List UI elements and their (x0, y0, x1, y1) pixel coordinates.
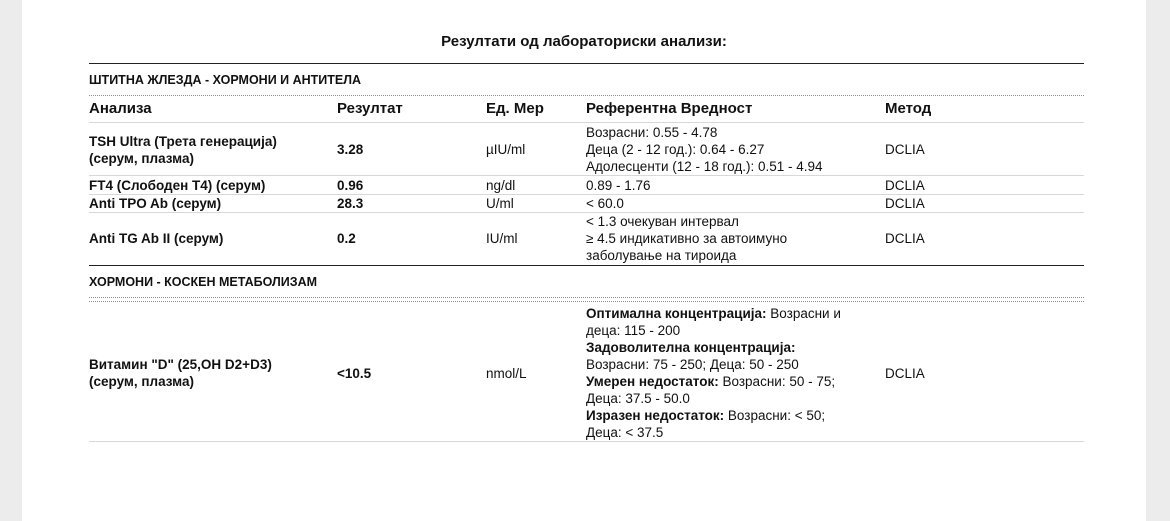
reference-line (586, 407, 886, 424)
reference-value: < 60.0 (586, 196, 624, 211)
reference-key: Оптимална концентрација: (586, 306, 767, 321)
unit-value: U/ml (486, 196, 514, 211)
method-value: DCLIA (885, 196, 925, 211)
section-title-bone: ХОРМОНИ - КОСКЕН МЕТАБОЛИЗАМ (89, 275, 318, 289)
section-top-rule (89, 265, 1084, 266)
method-value: DCLIA (885, 178, 925, 193)
reference-line (586, 356, 886, 373)
analysis-name: Anti TG Ab II (серум) (89, 231, 224, 246)
row-divider (89, 441, 1084, 442)
unit-value: IU/ml (486, 231, 518, 246)
reference-line: заболување на тироида (586, 248, 737, 263)
section-dotted-rule (89, 301, 1084, 302)
reference-line (586, 322, 886, 339)
reference-value (586, 213, 886, 264)
section-dotted-rule (89, 95, 1084, 96)
row-divider (89, 175, 1084, 176)
section-dotted-rule (89, 297, 1084, 298)
analysis-name: Витамин "D" (25,OH D2+D3) (89, 357, 272, 372)
reference-key: Задоволителна концентрација: (586, 340, 796, 355)
result-value: 28.3 (337, 196, 364, 211)
method-value: DCLIA (885, 231, 925, 246)
reference-line (586, 339, 886, 356)
reference-text: Возрасни: 50 - 75; (718, 374, 836, 389)
section-title-thyroid: ШТИТНА ЖЛЕЗДА - ХОРМОНИ И АНТИТЕЛА (89, 73, 362, 87)
header-analysis: Анализа (89, 100, 152, 117)
result-value: 0.2 (337, 231, 356, 246)
reference-key: Умерен недостаток: (586, 374, 719, 389)
report-page (22, 0, 1146, 521)
result-value: 3.28 (337, 142, 364, 157)
reference-value (586, 124, 886, 175)
reference-line: Адолесценти (12 - 18 год.): 0.51 - 4.94 (586, 159, 823, 174)
reference-line: ≥ 4.5 индикативно за автоимуно (586, 231, 788, 246)
method-value: DCLIA (885, 366, 925, 381)
row-divider (89, 122, 1084, 123)
reference-text: Возрасни: 75 - 250; Деца: 50 - 250 (586, 357, 799, 372)
reference-text: Возрасни: < 50; (724, 408, 826, 423)
reference-line (586, 373, 886, 390)
reference-text: Деца: < 37.5 (586, 425, 664, 440)
analysis-specimen: (серум, плазма) (89, 374, 194, 389)
reference-line (586, 305, 886, 322)
header-result: Резултат (337, 100, 403, 117)
reference-line: Деца (2 - 12 год.): 0.64 - 6.27 (586, 142, 765, 157)
analysis-name: Anti TPO Ab (серум) (89, 196, 222, 211)
result-value: 0.96 (337, 178, 364, 193)
reference-line (586, 390, 886, 407)
reference-text: Возрасни и (766, 306, 841, 321)
reference-text: деца: 115 - 200 (586, 323, 681, 338)
report-title: Резултати од лабораториски анализи: (441, 33, 727, 50)
unit-value: ng/dl (486, 178, 516, 193)
reference-key: Изразен недостаток: (586, 408, 725, 423)
reference-line: Возрасни: 0.55 - 4.78 (586, 125, 718, 140)
reference-line (586, 424, 886, 441)
analysis-name: FT4 (Слободен T4) (серум) (89, 178, 266, 193)
result-value: <10.5 (337, 366, 372, 381)
header-method: Метод (885, 100, 932, 117)
reference-value: 0.89 - 1.76 (586, 178, 651, 193)
method-value: DCLIA (885, 142, 925, 157)
table-row-name (89, 133, 329, 167)
table-row-name (89, 356, 329, 390)
section-top-rule (89, 63, 1084, 64)
reference-line: < 1.3 очекуван интервал (586, 214, 739, 229)
header-unit: Ед. Мер (486, 100, 544, 117)
unit-value: µIU/ml (486, 142, 526, 157)
unit-value: nmol/L (486, 366, 527, 381)
analysis-name: TSH Ultra (Трета генерација) (89, 134, 277, 149)
header-reference: Референтна Вредност (586, 100, 753, 117)
reference-text: Деца: 37.5 - 50.0 (586, 391, 690, 406)
reference-value (586, 305, 886, 441)
analysis-specimen: (серум, плазма) (89, 151, 194, 166)
